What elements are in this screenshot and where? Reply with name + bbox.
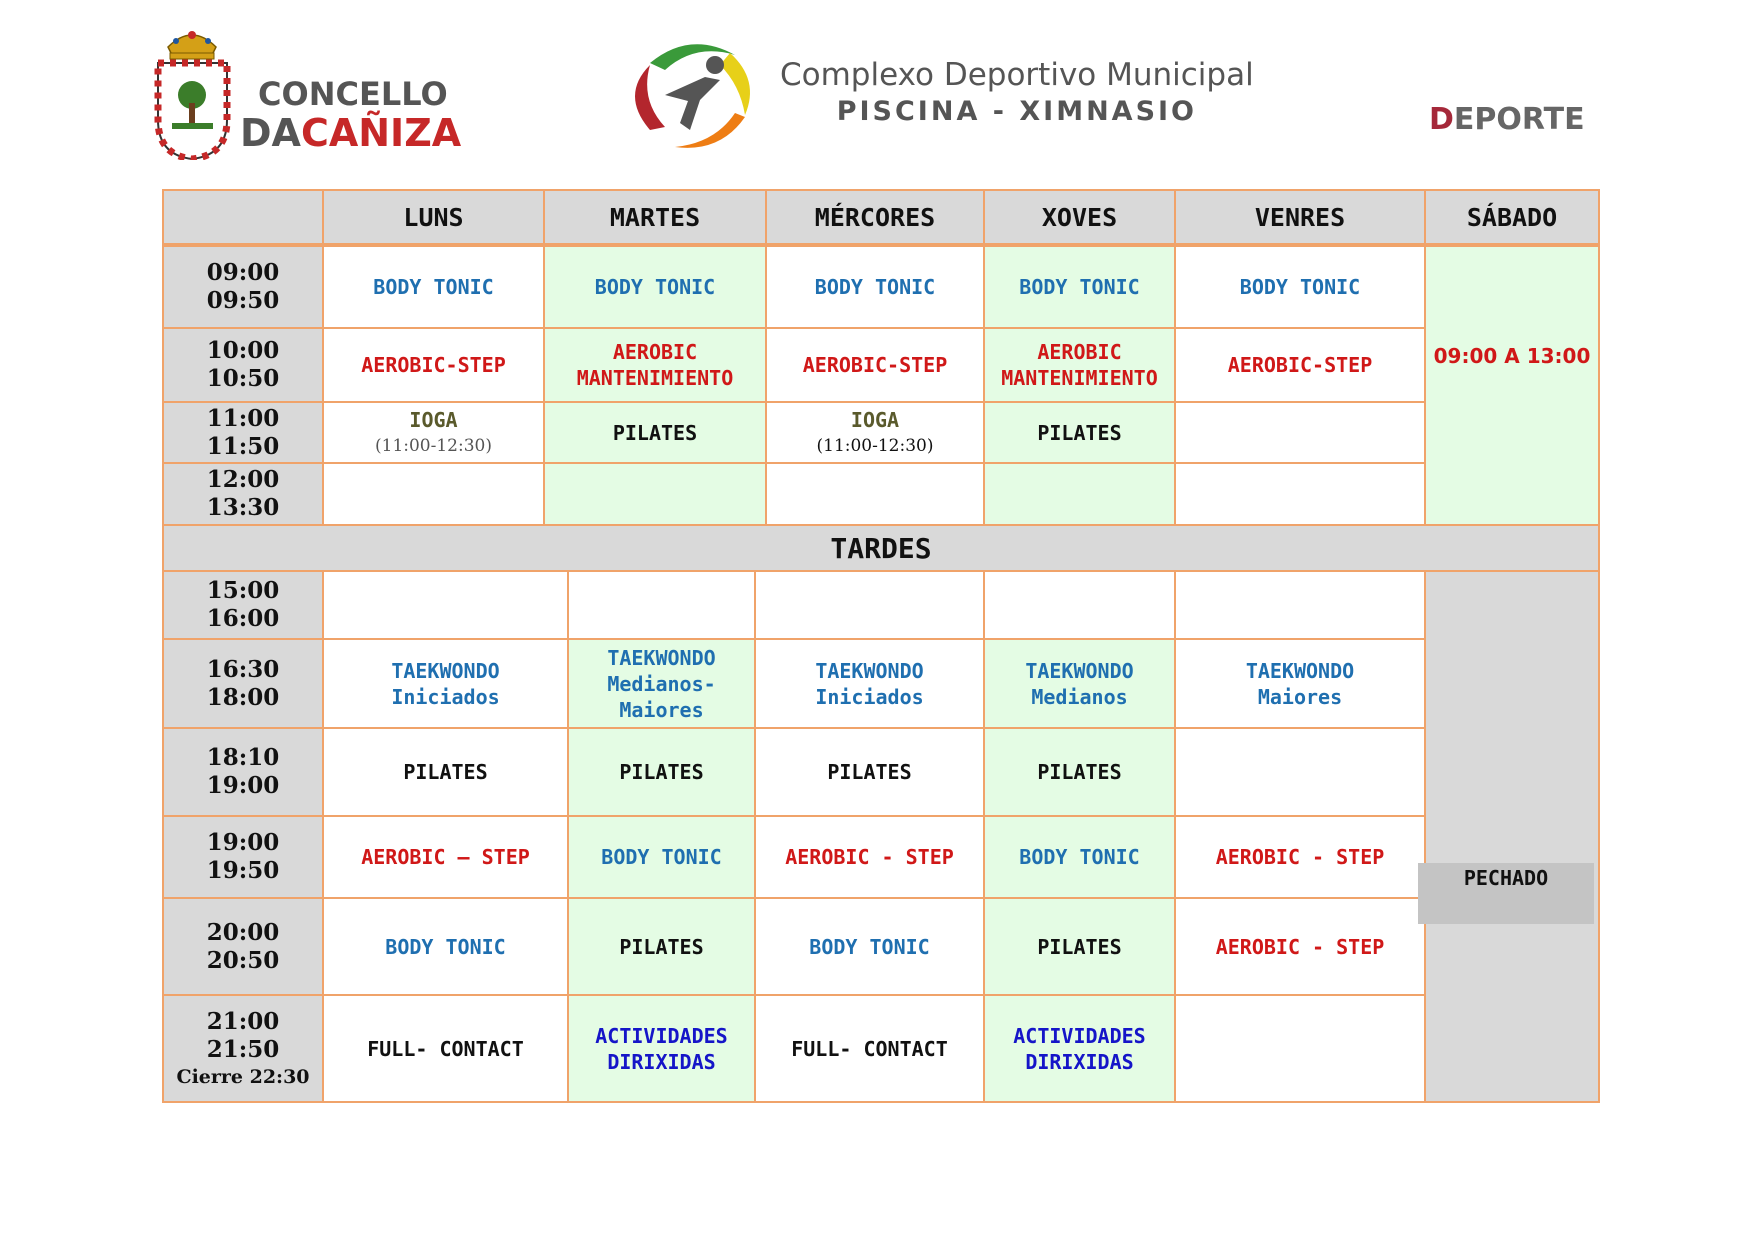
activity-line: ACTIVIDADES	[1013, 1023, 1146, 1048]
activity-line: ACTIVIDADES	[595, 1023, 728, 1048]
activity-label: IOGA	[409, 407, 458, 432]
activity-cell	[567, 897, 756, 996]
concello-da: DA	[240, 111, 301, 155]
activity-label: PILATES	[1037, 934, 1122, 959]
day-label: MÉRCORES	[814, 202, 936, 232]
activity-cell	[983, 462, 1176, 526]
day-label: SÁBADO	[1466, 202, 1558, 232]
activity-label: PILATES	[1037, 760, 1122, 784]
time-label: 21:50	[206, 1035, 280, 1063]
day-header	[983, 189, 1176, 247]
activity-label: PILATES	[827, 760, 912, 784]
time-label: 19:00	[206, 829, 280, 856]
activity-label: PILATES	[403, 760, 488, 784]
time-label: 10:50	[206, 365, 280, 392]
time-label: 12:00	[206, 466, 280, 493]
activity-line: TAEKWONDO	[391, 658, 500, 683]
time-label: 16:30	[206, 655, 280, 683]
activity-cell	[543, 245, 767, 329]
activity-line: Maiores	[619, 697, 704, 722]
day-header	[1424, 189, 1600, 247]
activity-cell	[765, 401, 985, 464]
activity-cell	[1174, 570, 1426, 640]
activity-line: Maiores	[1257, 684, 1343, 709]
activity-label: AEROBIC - STEP	[785, 845, 954, 869]
activity-cell	[983, 727, 1176, 817]
activity-line: Iniciados	[815, 684, 924, 709]
activity-cell	[754, 994, 985, 1103]
activity-cell	[322, 570, 569, 640]
activity-cell	[322, 638, 569, 729]
activity-label: FULL- CONTACT	[367, 1036, 524, 1061]
ioga-note: (11:00-12:30)	[375, 435, 492, 456]
day-header	[543, 189, 767, 247]
activity-cell	[1174, 815, 1426, 899]
day-label: LUNS	[403, 202, 464, 232]
activity-cell	[754, 897, 985, 996]
time-label: 09:50	[206, 287, 280, 314]
time-slot	[162, 994, 324, 1103]
ioga-note: (11:00-12:30)	[816, 435, 934, 456]
activity-cell	[1174, 638, 1426, 729]
activity-cell	[567, 815, 756, 899]
day-label: MARTES	[609, 202, 701, 232]
day-header	[765, 189, 985, 247]
deporte-logo	[1429, 102, 1585, 137]
day-header	[322, 189, 545, 247]
activity-line: TAEKWONDO	[815, 658, 924, 683]
concello-caniza: CAÑIZA	[300, 111, 462, 155]
time-slot	[162, 401, 324, 464]
pechado-text: PECHADO	[1463, 866, 1549, 890]
concello-line2	[240, 112, 461, 154]
complexo-subtitle: PISCINA - XIMNASIO	[836, 96, 1198, 127]
saturday-morning-cell	[1424, 245, 1600, 526]
deporte-d: D	[1429, 102, 1454, 137]
activity-label: BODY TONIC	[1019, 275, 1140, 299]
activity-label: PILATES	[612, 420, 698, 445]
activity-label: BODY TONIC	[601, 845, 722, 869]
activity-label: AEROBIC – STEP	[361, 845, 530, 869]
activity-cell	[322, 327, 545, 403]
activity-cell	[983, 245, 1176, 329]
activity-cell	[322, 897, 569, 996]
activity-label: PILATES	[1037, 420, 1122, 445]
activity-cell	[322, 401, 545, 464]
activity-label: BODY TONIC	[594, 275, 716, 299]
time-slot	[162, 897, 324, 996]
activity-cell	[983, 994, 1176, 1103]
time-label: 18:00	[206, 683, 280, 711]
time-slot	[162, 327, 324, 403]
time-slot	[162, 638, 324, 729]
time-label: 21:00	[206, 1007, 280, 1035]
activity-label: AEROBIC-STEP	[361, 353, 506, 377]
activity-line: TAEKWONDO	[1025, 658, 1134, 683]
activity-cell	[1174, 401, 1426, 464]
time-label: 10:00	[206, 337, 280, 364]
time-label: 11:50	[206, 432, 280, 460]
activity-label: AEROBIC-STEP	[1227, 353, 1373, 377]
activity-cell	[983, 401, 1176, 464]
activity-label: BODY TONIC	[814, 275, 936, 299]
activity-label: PILATES	[619, 934, 704, 959]
activity-line: DIRIXIDAS	[1025, 1049, 1134, 1074]
time-label: 18:10	[206, 744, 280, 771]
complexo-logo	[620, 35, 770, 153]
activity-line: TAEKWONDO	[607, 645, 716, 670]
saturday-afternoon-cell	[1424, 570, 1600, 1103]
day-label: XOVES	[1041, 202, 1118, 232]
time-label: 16:00	[206, 605, 280, 632]
time-label: 19:00	[206, 772, 280, 799]
activity-cell	[765, 462, 985, 526]
activity-label: PILATES	[619, 760, 704, 784]
time-slot	[162, 245, 324, 329]
activity-cell	[322, 462, 545, 526]
activity-line: AEROBIC	[1037, 340, 1122, 364]
activity-cell	[983, 570, 1176, 640]
time-label: 20:50	[206, 946, 280, 974]
activity-line: TAEKWONDO	[1245, 658, 1355, 683]
complexo-title-block	[780, 56, 1254, 130]
activity-cell	[1174, 727, 1426, 817]
activity-label: BODY TONIC	[1239, 275, 1361, 299]
closing-time: Cierre 22:30	[176, 1065, 310, 1088]
activity-cell	[322, 245, 545, 329]
time-label: 11:00	[206, 404, 280, 432]
activity-cell	[765, 327, 985, 403]
activity-cell	[983, 815, 1176, 899]
activity-label: BODY TONIC	[385, 934, 506, 959]
concello-line1: CONCELLO	[258, 75, 448, 113]
time-slot	[162, 727, 324, 817]
activity-cell	[765, 245, 985, 329]
activity-label: BODY TONIC	[1019, 845, 1140, 869]
time-label: 09:00	[206, 259, 280, 286]
concello-crest-logo	[150, 25, 235, 160]
activity-cell	[983, 638, 1176, 729]
activity-line: DIRIXIDAS	[607, 1049, 716, 1074]
activity-cell	[983, 327, 1176, 403]
activity-cell	[1174, 327, 1426, 403]
activity-cell	[1174, 897, 1426, 996]
activity-cell	[543, 401, 767, 464]
activity-line: Iniciados	[391, 684, 500, 709]
time-label: 13:30	[206, 494, 280, 521]
time-slot	[162, 815, 324, 899]
saturday-closed-label	[1418, 863, 1594, 924]
activity-cell	[322, 727, 569, 817]
activity-cell	[1174, 462, 1426, 526]
time-label: 20:00	[206, 918, 280, 946]
activity-cell	[567, 638, 756, 729]
activity-line: MANTENIMIENTO	[1001, 366, 1158, 390]
activity-label: AEROBIC - STEP	[1215, 845, 1385, 869]
activity-label: IOGA	[850, 407, 900, 432]
activity-label: BODY TONIC	[809, 934, 930, 959]
time-slot	[162, 462, 324, 526]
activity-line: MANTENIMIENTO	[576, 366, 734, 390]
activity-label: FULL- CONTACT	[791, 1036, 948, 1061]
tardes-band	[162, 524, 1600, 572]
activity-label: AEROBIC-STEP	[802, 353, 948, 377]
activity-cell	[754, 638, 985, 729]
activity-cell	[1174, 245, 1426, 329]
activity-cell	[754, 815, 985, 899]
activity-cell	[543, 462, 767, 526]
activity-label: BODY TONIC	[373, 275, 494, 299]
activity-cell	[322, 994, 569, 1103]
activity-cell	[754, 727, 985, 817]
activity-line: Medianos	[1031, 684, 1128, 709]
time-label: 19:50	[206, 857, 280, 884]
activity-cell	[567, 727, 756, 817]
time-label: 15:00	[206, 577, 280, 604]
activity-cell	[543, 327, 767, 403]
activity-label: AEROBIC - STEP	[1215, 934, 1385, 959]
activity-cell	[1174, 994, 1426, 1103]
activity-line: Medianos-	[607, 671, 716, 696]
activity-cell	[567, 994, 756, 1103]
saturday-hours: 09:00 A 13:00	[1433, 344, 1591, 368]
day-header	[1174, 189, 1426, 247]
activity-cell	[322, 815, 569, 899]
complexo-title: Complexo Deportivo Municipal	[780, 57, 1254, 93]
activity-line: AEROBIC	[612, 340, 698, 364]
day-label: VENRES	[1254, 202, 1346, 232]
deporte-rest: EPORTE	[1453, 102, 1585, 137]
activity-cell	[567, 570, 756, 640]
activity-cell	[983, 897, 1176, 996]
tardes-label: TARDES	[830, 531, 932, 565]
time-slot	[162, 570, 324, 640]
header-corner	[162, 189, 324, 247]
concello-name	[240, 76, 461, 154]
activity-cell	[754, 570, 985, 640]
